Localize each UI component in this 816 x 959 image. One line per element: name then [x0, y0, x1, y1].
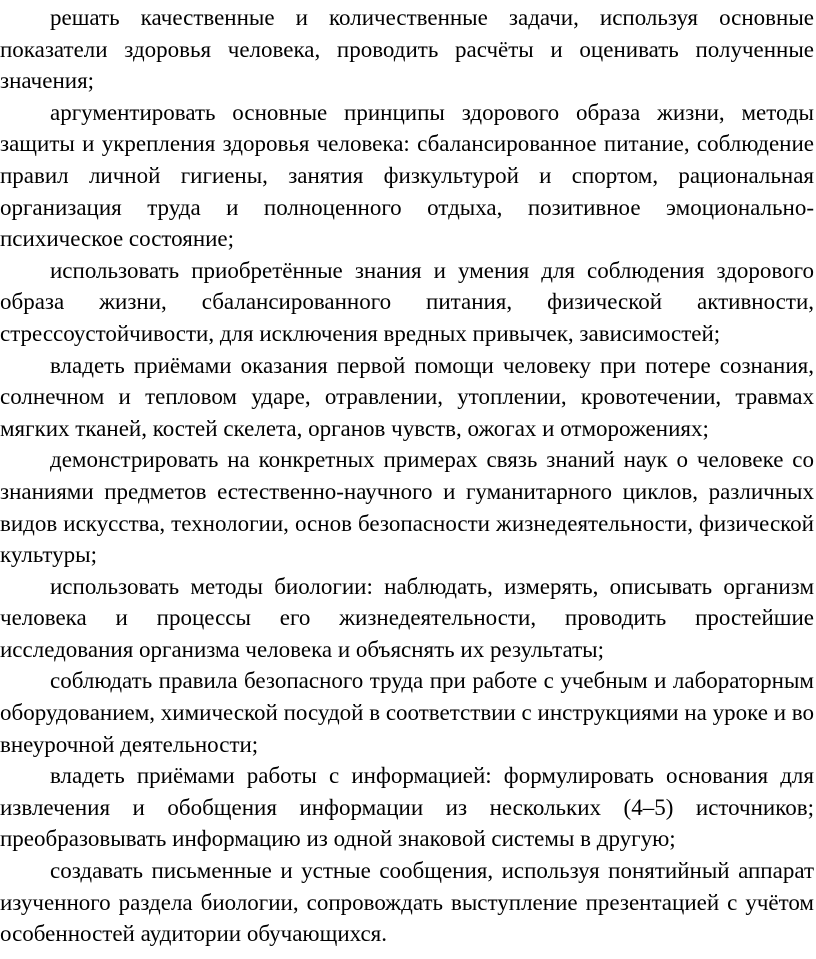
paragraph-7: соблюдать правила безопасного труда при работе с учебным и лабораторным оборудованием, химической посудой в соответствии с инструкциями на уроке и во внеурочной деятельности;	[0, 668, 814, 757]
paragraph-8: владеть приёмами работы с информацией: формулировать основания для извлечения и обобщения информации из нескольких (4–5) источников; преобразовывать информацию из одной знаковой системы в другую;	[0, 763, 814, 852]
paragraph-1: решать качественные и количественные задачи, используя основные показатели здоровья человека, проводить расчёты и оценивать полученные значения;	[0, 5, 814, 94]
paragraph-2: аргументировать основные принципы здорового образа жизни, методы защиты и укрепления здоровья человека: сбалансированное питание, соблюдение правил личной гигиены, занятия физкультурой и спортом, рациональная организация труда и полноценного отдыха, позитивное эмоционально-психическое состояние;	[0, 99, 814, 252]
paragraph-6: использовать методы биологии: наблюдать, измерять, описывать организм человека и процессы его жизнедеятельности, проводить простейшие исследования организма человека и объяснять их результаты;	[0, 573, 814, 662]
paragraph-5: демонстрировать на конкретных примерах связь знаний наук о человеке со знаниями предметов естественно-научного и гуманитарного циклов, различных видов искусства, технологии, основ безопасности жизнедеятельности, физической культуры;	[0, 447, 814, 568]
paragraph-3: использовать приобретённые знания и умения для соблюдения здорового образа жизни, сбалансированного питания, физической активности, стрессоустойчивости, для исключения вредных привычек, зависимостей;	[0, 257, 814, 346]
paragraph-4: владеть приёмами оказания первой помощи человеку при потере сознания, солнечном и тепловом ударе, отравлении, утоплении, кровотечении, травмах мягких тканей, костей скелета, органов чувств, ожогах и отморожениях;	[0, 352, 814, 441]
paragraph-9: создавать письменные и устные сообщения, используя понятийный аппарат изученного раздела биологии, сопровождать выступление презентацией с учётом особенностей аудитории обучающихся.	[0, 858, 814, 947]
